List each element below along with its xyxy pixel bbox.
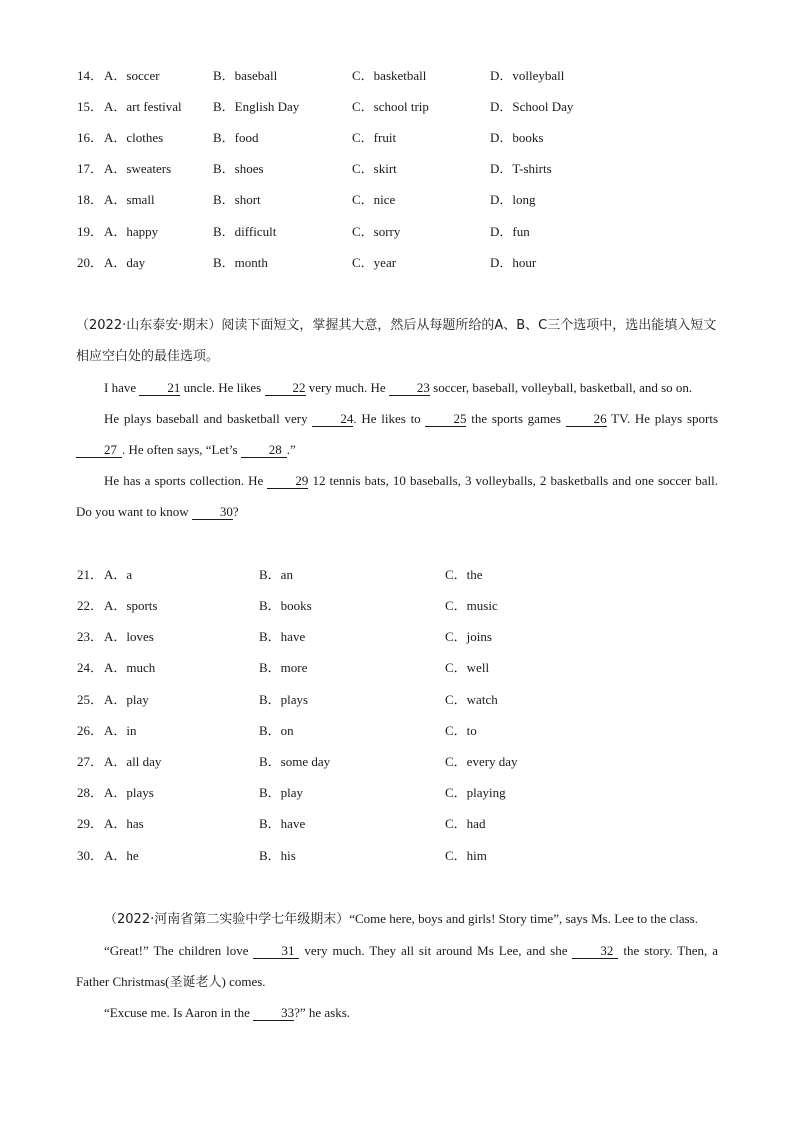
text: I have	[104, 380, 140, 395]
option-a: A．small	[104, 192, 155, 207]
option-c: C．watch	[445, 692, 498, 707]
option-b: B．on	[259, 723, 294, 738]
blank-23[interactable]: 23	[389, 381, 430, 396]
option-d: D．long	[490, 192, 536, 207]
question-20	[77, 254, 717, 272]
option-d: D．fun	[490, 224, 530, 239]
blank-27[interactable]: 27	[76, 443, 122, 458]
text: uncle. He likes	[180, 380, 265, 395]
question-22	[77, 597, 717, 615]
blank-30[interactable]: 30	[192, 505, 233, 520]
option-d: D．volleyball	[490, 68, 565, 83]
question-number: 18．	[77, 192, 104, 207]
blank-26[interactable]: 26	[566, 412, 607, 427]
blank-24[interactable]: 24	[312, 412, 353, 427]
blank-28[interactable]: 28	[241, 443, 287, 458]
question-23	[77, 628, 717, 646]
question-number: 25．	[77, 692, 104, 707]
passage-2-paragraph-3	[76, 465, 718, 527]
blank-29[interactable]: 29	[267, 474, 308, 489]
question-19	[77, 223, 717, 241]
option-c: C．sorry	[352, 224, 401, 239]
option-b: B．plays	[259, 692, 309, 707]
text: He has a sports collection. He	[104, 473, 268, 488]
option-a: A．art festival	[104, 99, 182, 114]
text: very much. They all sit around Ms Lee, and she	[299, 943, 573, 958]
option-a: A．loves	[104, 629, 154, 644]
blank-32[interactable]: 32	[572, 944, 618, 959]
passage-3-source: （2022·河南省第二实验中学七年级期末）	[104, 912, 350, 927]
option-c: C．music	[445, 598, 498, 613]
question-28	[77, 784, 717, 802]
option-b: B．baseball	[213, 68, 278, 83]
question-number: 24．	[77, 660, 104, 675]
question-14	[77, 67, 717, 85]
option-a: A．sweaters	[104, 161, 172, 176]
option-b: B．more	[259, 660, 308, 675]
question-number: 26．	[77, 723, 104, 738]
option-b: B．some day	[259, 754, 331, 769]
text: TV. He plays sports	[606, 411, 719, 426]
option-c: C．school trip	[352, 99, 429, 114]
question-30	[77, 847, 717, 865]
option-c: C．to	[445, 723, 477, 738]
option-b: B．difficult	[213, 224, 277, 239]
question-number: 23．	[77, 629, 104, 644]
option-c: C．basketball	[352, 68, 427, 83]
option-b: B．have	[259, 629, 306, 644]
option-a: A．day	[104, 255, 146, 270]
option-a: A．play	[104, 692, 149, 707]
question-17	[77, 160, 717, 178]
question-number: 17．	[77, 161, 104, 176]
option-a: A．sports	[104, 598, 158, 613]
passage-3-paragraph-1	[76, 903, 718, 935]
option-c: C．skirt	[352, 161, 397, 176]
option-a: A．much	[104, 660, 156, 675]
blank-25[interactable]: 25	[425, 412, 466, 427]
option-d: D．hour	[490, 255, 537, 270]
option-b: B．an	[259, 567, 293, 582]
question-number: 27．	[77, 754, 104, 769]
option-c: C．nice	[352, 192, 396, 207]
question-number: 28．	[77, 785, 104, 800]
passage-3	[76, 903, 718, 1028]
option-a: A．he	[104, 848, 139, 863]
text: .”	[286, 442, 296, 457]
option-a: A．clothes	[104, 130, 164, 145]
option-a: A．plays	[104, 785, 154, 800]
question-25	[77, 691, 717, 709]
option-c: C．him	[445, 848, 487, 863]
text: very much. He	[305, 380, 389, 395]
question-number: 16．	[77, 130, 104, 145]
question-21	[77, 566, 717, 584]
question-18	[77, 191, 717, 209]
option-d: D．T-shirts	[490, 161, 552, 176]
question-26	[77, 722, 717, 740]
passage-3-paragraph-3	[76, 997, 718, 1028]
text: He plays baseball and basketball very	[104, 411, 313, 426]
blank-21[interactable]: 21	[139, 381, 180, 396]
text: the sports games	[466, 411, 566, 426]
question-number: 19．	[77, 224, 104, 239]
option-b: B．his	[259, 848, 296, 863]
option-c: C．had	[445, 816, 486, 831]
passage-2	[76, 310, 718, 527]
text: ?” he asks.	[294, 1005, 351, 1020]
option-b: B．shoes	[213, 161, 264, 176]
option-c: C．fruit	[352, 130, 397, 145]
question-15	[77, 98, 717, 116]
text: “Great!” The children love	[104, 943, 254, 958]
option-c: C．playing	[445, 785, 506, 800]
question-number: 15．	[77, 99, 104, 114]
question-number: 29．	[77, 816, 104, 831]
question-number: 20．	[77, 255, 104, 270]
passage-2-instructions: （2022·山东泰安·期末）阅读下面短文，掌握其大意，然后从每题所给的A、B、C三个选项中，选出能填入短文相应空白处的最佳选项。	[76, 318, 717, 364]
text: . He likes to	[353, 411, 426, 426]
text: “Excuse me. Is Aaron in the	[104, 1005, 254, 1020]
option-b: B．month	[213, 255, 268, 270]
passage-2-paragraph-1	[76, 372, 718, 403]
text: . He often says, “Let’s	[122, 442, 241, 457]
option-b: B．food	[213, 130, 259, 145]
question-number: 14．	[77, 68, 104, 83]
option-b: B．books	[259, 598, 312, 613]
option-b: B．short	[213, 192, 261, 207]
text: soccer, baseball, volleyball, basketball, and so on.	[429, 380, 693, 395]
option-a: A．soccer	[104, 68, 160, 83]
option-a: A．all day	[104, 754, 162, 769]
passage-3-paragraph-2	[76, 935, 718, 997]
option-c: C．year	[352, 255, 397, 270]
question-number: 21．	[77, 567, 104, 582]
question-16	[77, 129, 717, 147]
option-a: A．happy	[104, 224, 159, 239]
question-number: 30．	[77, 848, 104, 863]
option-d: D．books	[490, 130, 544, 145]
option-c: C．well	[445, 660, 490, 675]
blank-22[interactable]: 22	[265, 381, 306, 396]
question-27	[77, 753, 717, 771]
option-c: C．the	[445, 567, 483, 582]
option-d: D．School Day	[490, 99, 574, 114]
text: 12 tennis bats, 10 baseballs, 3 volleyballs, 2 basketballs and one soccer ball. Do you want to know	[76, 473, 719, 519]
option-a: A．has	[104, 816, 144, 831]
question-number: 22．	[77, 598, 104, 613]
option-a: A．a	[104, 567, 133, 582]
option-b: B．English Day	[213, 99, 300, 114]
text: “Come here, boys and girls! Story time”, says Ms. Lee to the class.	[349, 911, 698, 926]
blank-31[interactable]: 31	[253, 944, 299, 959]
option-c: C．every day	[445, 754, 518, 769]
option-b: B．have	[259, 816, 306, 831]
text: ?	[232, 504, 239, 519]
question-29	[77, 815, 717, 833]
question-24	[77, 659, 717, 677]
blank-33[interactable]: 33	[253, 1006, 294, 1021]
text: the story. Then, a Father Christmas(圣诞老人) comes.	[76, 943, 718, 989]
option-a: A．in	[104, 723, 137, 738]
passage-2-paragraph-2	[76, 403, 718, 465]
option-b: B．play	[259, 785, 304, 800]
option-c: C．joins	[445, 629, 492, 644]
